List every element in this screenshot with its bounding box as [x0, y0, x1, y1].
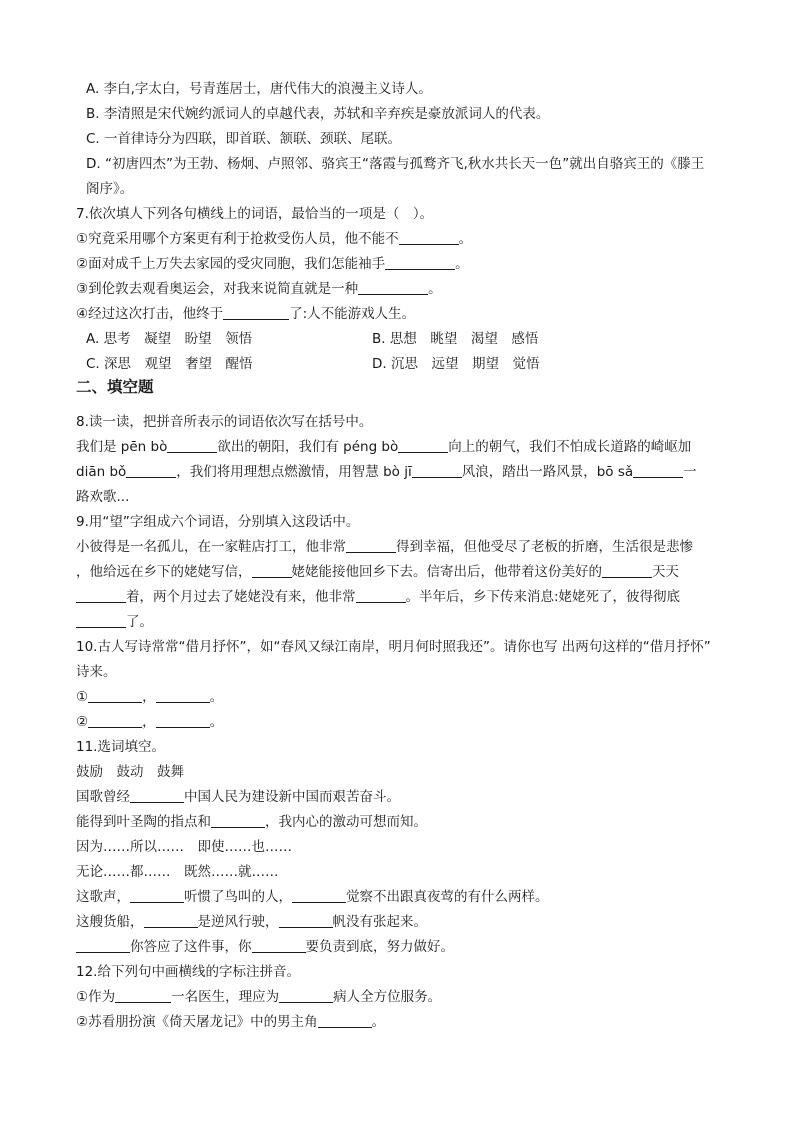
q9-l1-a: 小彼得是一名孤儿，在一家鞋店打工，他非常 — [76, 539, 346, 555]
answer-blank[interactable] — [398, 438, 448, 453]
q8-l1-c: 向上的朝气，我们不怕成长道路的崎岖加 — [448, 439, 692, 455]
q7-option-d[interactable]: D. 沉思 远望 期望 觉悟 — [372, 356, 540, 372]
q8-l2-c: 风浪，踏出一路风景，bō sǎ — [461, 464, 634, 480]
q11-s4-b: 是逆风行驶， — [197, 914, 279, 930]
q9-line-3 — [76, 588, 680, 606]
answer-blank[interactable] — [318, 1013, 372, 1028]
q11-sentence-5 — [76, 938, 454, 956]
q7-option-a[interactable]: A. 思考 凝望 盼望 领悟 — [86, 331, 253, 347]
q11-s3-a: 这歌声， — [76, 889, 130, 905]
q7-s1-text: ①究竟采用哪个方案更有利于抢救受伤人员，他不能不 — [76, 231, 399, 247]
q9-l2-c: 天天 — [652, 564, 679, 580]
q7-sentence-2 — [76, 255, 469, 273]
q11-conjunctions-1: 因为……所以…… 即使……也…… — [76, 839, 292, 855]
q12-s1-b: 一名医生，理应为 — [171, 989, 280, 1005]
answer-blank[interactable] — [115, 988, 171, 1003]
q6-option-a: A. 李白,字太白，号青莲居士，唐代伟大的浪漫主义诗人。 — [86, 81, 432, 97]
answer-blank[interactable] — [279, 988, 333, 1003]
q8-l2-a: diān bǒ — [76, 464, 127, 480]
period: 。 — [209, 714, 224, 730]
answer-blank[interactable] — [385, 255, 455, 270]
answer-blank[interactable] — [211, 813, 265, 828]
q7-s4-end: 了:人不能游戏人生。 — [289, 306, 416, 322]
q11-word-bank: 鼓励 鼓动 鼓舞 — [76, 764, 184, 780]
q11-sentence-1 — [76, 788, 400, 806]
q9-l3-b: 。半年后，乡下传来消息:姥姥死了，彼得彻底 — [405, 589, 681, 605]
q11-s1-b: 中国人民为建设新中国而艰苦奋斗。 — [184, 789, 400, 805]
q9-l4: 了。 — [126, 614, 153, 630]
q7-sentence-1 — [76, 230, 472, 248]
answer-blank[interactable] — [130, 888, 184, 903]
q7-s1-end: 。 — [458, 231, 473, 247]
q10-answer-2 — [76, 713, 223, 731]
q11-stem: 11.选词填空。 — [76, 739, 165, 755]
answer-blank[interactable] — [399, 230, 459, 245]
q8-line-3: 路欢歌... — [76, 489, 130, 505]
answer-blank[interactable] — [76, 938, 130, 953]
answer-blank[interactable] — [156, 713, 210, 728]
answer-blank[interactable] — [346, 538, 396, 553]
q7-stem: 7.依次填人下列各句横线上的词语，最恰当的一项是（ ）。 — [76, 206, 434, 222]
q11-s1-a: 国歌曾经 — [76, 789, 130, 805]
q11-s4-c: 帆没有张起来。 — [332, 914, 427, 930]
answer-blank[interactable] — [76, 588, 126, 603]
q11-s2-a: 能得到叶圣陶的指点和 — [76, 814, 211, 830]
q7-s2-text: ②面对成千上万失去家园的受灾同胞，我们怎能袖手 — [76, 256, 386, 272]
q9-line-1 — [76, 538, 693, 556]
q6-option-d-cont: 阁序》。 — [86, 181, 134, 197]
q11-s4-a: 这艘货船， — [76, 914, 144, 930]
answer-blank[interactable] — [279, 913, 333, 928]
q12-stem: 12.给下列句中画横线的字标注拼音。 — [76, 964, 300, 980]
q8-stem: 8.读一读，把拼音所表示的词语依次写在括号中。 — [76, 414, 373, 430]
answer-blank[interactable] — [167, 438, 217, 453]
answer-blank[interactable] — [144, 913, 198, 928]
q12-s1-c: 病人全方位服务。 — [333, 989, 442, 1005]
q12-sentence-2 — [76, 1013, 385, 1031]
answer-blank[interactable] — [358, 280, 428, 295]
answer-blank[interactable] — [252, 563, 292, 578]
q9-l3-a: 着，两个月过去了姥姥没有来，他非常 — [126, 589, 356, 605]
q8-l1-a: 我们是 pēn bò — [76, 439, 168, 455]
q11-s5-a: 你答应了这件事，你 — [130, 939, 252, 955]
q12-s1-a: ①作为 — [76, 989, 116, 1005]
q9-l2-b: 姥姥能接他回乡下去。信寄出后，他带着这份美好的 — [291, 564, 602, 580]
q9-l2-a: ，他给远在乡下的姥姥写信， — [76, 564, 252, 580]
q10-answer-1 — [76, 688, 223, 706]
q9-l1-b: 得到幸福，但他受尽了老板的折磨，生活很是悲惨 — [396, 539, 693, 555]
q8-l2-d: 一 — [683, 464, 697, 480]
q9-line-2 — [76, 563, 679, 581]
q12-s2-a: ②苏看朋扮演《倚天屠龙记》中的男主角 — [76, 1014, 318, 1030]
q7-s3-text: ③到伦敦去观看奥运会，对我来说简直就是一种 — [76, 281, 359, 297]
q6-option-d: D. “初唐四杰”为王勃、杨炯、卢照邻、骆宾王“落霞与孤鹜齐飞,秋水共长天一色”就出自骆宾王的《滕王 — [86, 156, 705, 172]
answer-blank[interactable] — [633, 463, 683, 478]
answer-blank[interactable] — [130, 788, 184, 803]
answer-blank[interactable] — [252, 938, 306, 953]
q7-option-c[interactable]: C. 深思 观望 奢望 醒悟 — [86, 356, 253, 372]
q11-s5-b: 要负责到底，努力做好。 — [305, 939, 454, 955]
answer-blank[interactable] — [76, 613, 126, 628]
q11-s3-b: 听惯了鸟叫的人， — [184, 889, 292, 905]
q8-line-2 — [76, 463, 697, 481]
answer-blank[interactable] — [292, 888, 346, 903]
q7-sentence-3 — [76, 280, 442, 298]
period: 。 — [209, 689, 224, 705]
answer-blank[interactable] — [88, 713, 142, 728]
q11-sentence-4 — [76, 913, 427, 931]
q11-conjunctions-2: 无论……都…… 既然……就…… — [76, 864, 279, 880]
answer-blank[interactable] — [356, 588, 406, 603]
q11-s3-c: 觉察不出跟真夜莺的有什么两样。 — [346, 889, 549, 905]
q6-option-c: C. 一首律诗分为四联，即首联、颔联、颈联、尾联。 — [86, 131, 402, 147]
q6-option-b: B. 李清照是宋代婉约派词人的卓越代表，苏轼和辛弃疾是豪放派词人的代表。 — [86, 106, 550, 122]
q7-option-b[interactable]: B. 思想 眺望 渴望 感悟 — [372, 331, 539, 347]
q9-line-4 — [76, 613, 153, 631]
q8-line-1 — [76, 438, 691, 456]
q11-sentence-2 — [76, 813, 427, 831]
q12-sentence-1 — [76, 988, 441, 1006]
answer-blank[interactable] — [412, 463, 462, 478]
q11-sentence-3 — [76, 888, 549, 906]
q12-s2-b: 。 — [371, 1014, 386, 1030]
comma: ， — [142, 714, 156, 730]
answer-blank[interactable] — [88, 688, 142, 703]
q10-a2-num: ② — [76, 714, 89, 730]
q10-stem: 10.古人写诗常常“借月抒怀”，如“春风又绿江南岸，明月何时照我还”。请你也写 出两句这样的“借月抒怀” — [76, 639, 711, 655]
q7-sentence-4 — [76, 305, 415, 323]
comma: ， — [142, 689, 156, 705]
q9-stem: 9.用“望”字组成六个词语，分别填入这段话中。 — [76, 514, 360, 530]
q7-s3-end: 。 — [428, 281, 442, 297]
q8-l2-b: ，我们将用理想点燃激情，用智慧 bò jī — [176, 464, 412, 480]
q10-stem-cont: 诗来。 — [76, 664, 117, 680]
q10-a1-num: ① — [76, 689, 89, 705]
answer-blank[interactable] — [223, 305, 289, 320]
answer-blank[interactable] — [602, 563, 652, 578]
q7-s4-text: ④经过这次打击，他终于 — [76, 306, 224, 322]
q8-l1-b: 欲出的朝阳，我们有 péng bò — [217, 439, 399, 455]
section-title: 二、填空题 — [76, 378, 154, 396]
answer-blank[interactable] — [126, 463, 176, 478]
q7-s2-end: 。 — [455, 256, 469, 272]
answer-blank[interactable] — [156, 688, 210, 703]
q11-s2-b: ，我内心的激动可想而知。 — [265, 814, 427, 830]
